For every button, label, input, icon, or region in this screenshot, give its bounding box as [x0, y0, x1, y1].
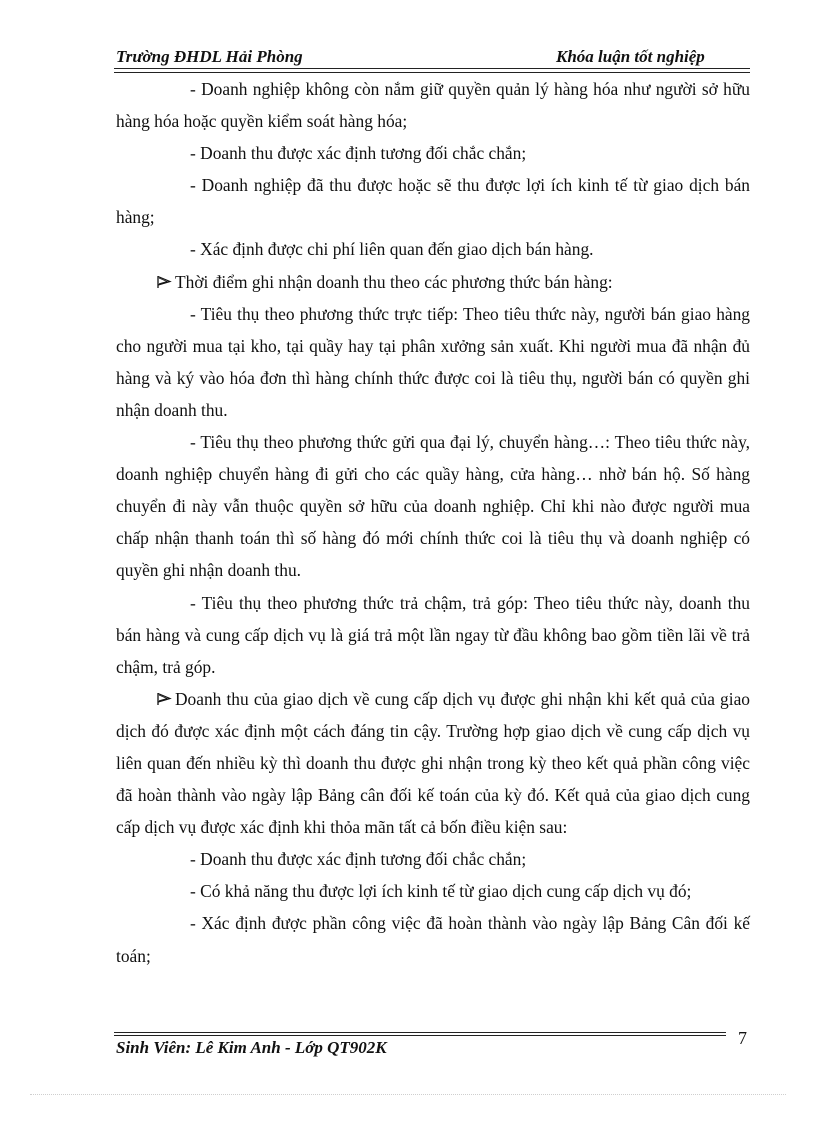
paragraph-1: - Doanh nghiệp không còn nắm giữ quyền quản lý hàng hóa như người sở hữu hàng hóa hoặc quyền kiểm soát hàng hóa;	[116, 79, 750, 132]
page-edge-dotted-line	[30, 1094, 786, 1095]
footer-student-info: Sinh Viên: Lê Kim Anh - Lớp QT902K	[116, 1038, 387, 1057]
paragraph-5	[116, 266, 750, 298]
page-number: 7	[738, 1028, 747, 1048]
paragraph-3: - Doanh nghiệp đã thu được hoặc sẽ thu được lợi ích kinh tế từ giao dịch bán hàng;	[116, 175, 750, 228]
footer-rule	[114, 1035, 726, 1036]
paragraph-5-text: Thời điểm ghi nhận doanh thu theo các phương thức bán hàng:	[175, 271, 613, 292]
footer-rule-thin	[114, 1032, 726, 1033]
paragraph-10: - Doanh thu được xác định tương đối chắc chắn;	[190, 849, 527, 870]
header-school-name: Trường ĐHDL Hải Phòng	[116, 47, 303, 66]
paragraph-9-text: Doanh thu của giao dịch về cung cấp dịch vụ được ghi nhận khi kết quả của giao dịch đó được xác định một cách đáng tin cậy. Trường hợp giao dịch về cung cấp dịch vụ liên quan đến nhiều kỳ thì doanh thu được ghi nhận trong kỳ theo kết quả phần công việc đã hoàn thành vào ngày lập Bảng cân đối kế toán của kỳ đó. Kết quả của giao dịch cung cấp dịch vụ được xác định khi thỏa mãn tất cả bốn điều kiện sau:	[116, 688, 750, 838]
paragraph-6: - Tiêu thụ theo phương thức trực tiếp: Theo tiêu thức này, người bán giao hàng cho người mua tại kho, tại quầy hay tại phân xưởng sản xuất. Khi người mua đã nhận đủ hàng và ký vào hóa đơn thì hàng chính thức được coi là tiêu thụ, người bán có quyền ghi nhận doanh thu.	[116, 303, 750, 420]
paragraph-11: - Có khả năng thu được lợi ích kinh tế từ giao dịch cung cấp dịch vụ đó;	[190, 881, 692, 902]
header-document-type: Khóa luận tốt nghiệp	[556, 47, 705, 66]
flag-bullet-icon	[156, 692, 172, 706]
page-body	[116, 73, 750, 972]
paragraph-8: - Tiêu thụ theo phương thức trả chậm, trả góp: Theo tiêu thức này, doanh thu bán hàng và cung cấp dịch vụ là giá trả một lần ngay từ đầu không bao gồm tiền lãi về trả chậm, trả góp.	[116, 592, 750, 677]
paragraph-4: - Xác định được chi phí liên quan đến giao dịch bán hàng.	[190, 239, 594, 260]
paragraph-2: - Doanh thu được xác định tương đối chắc chắn;	[190, 143, 527, 164]
paragraph-12: - Xác định được phần công việc đã hoàn thành vào ngày lập Bảng Cân đối kế toán;	[116, 913, 750, 966]
paragraph-7: - Tiêu thụ theo phương thức gửi qua đại lý, chuyển hàng…: Theo tiêu thức này, doanh nghiệp chuyển hàng đi gửi cho các quầy hàng, cửa hàng… nhờ bán hộ. Số hàng chuyển đi này vẫn thuộc quyền sở hữu của doanh nghiệp. Chỉ khi nào được người mua chấp nhận thanh toán thì số hàng đó mới chính thức coi là tiêu thụ và doanh nghiệp có quyền ghi nhận doanh thu.	[116, 432, 750, 581]
header-rule	[114, 68, 750, 69]
flag-bullet-icon	[156, 275, 172, 289]
paragraph-9	[116, 683, 750, 843]
